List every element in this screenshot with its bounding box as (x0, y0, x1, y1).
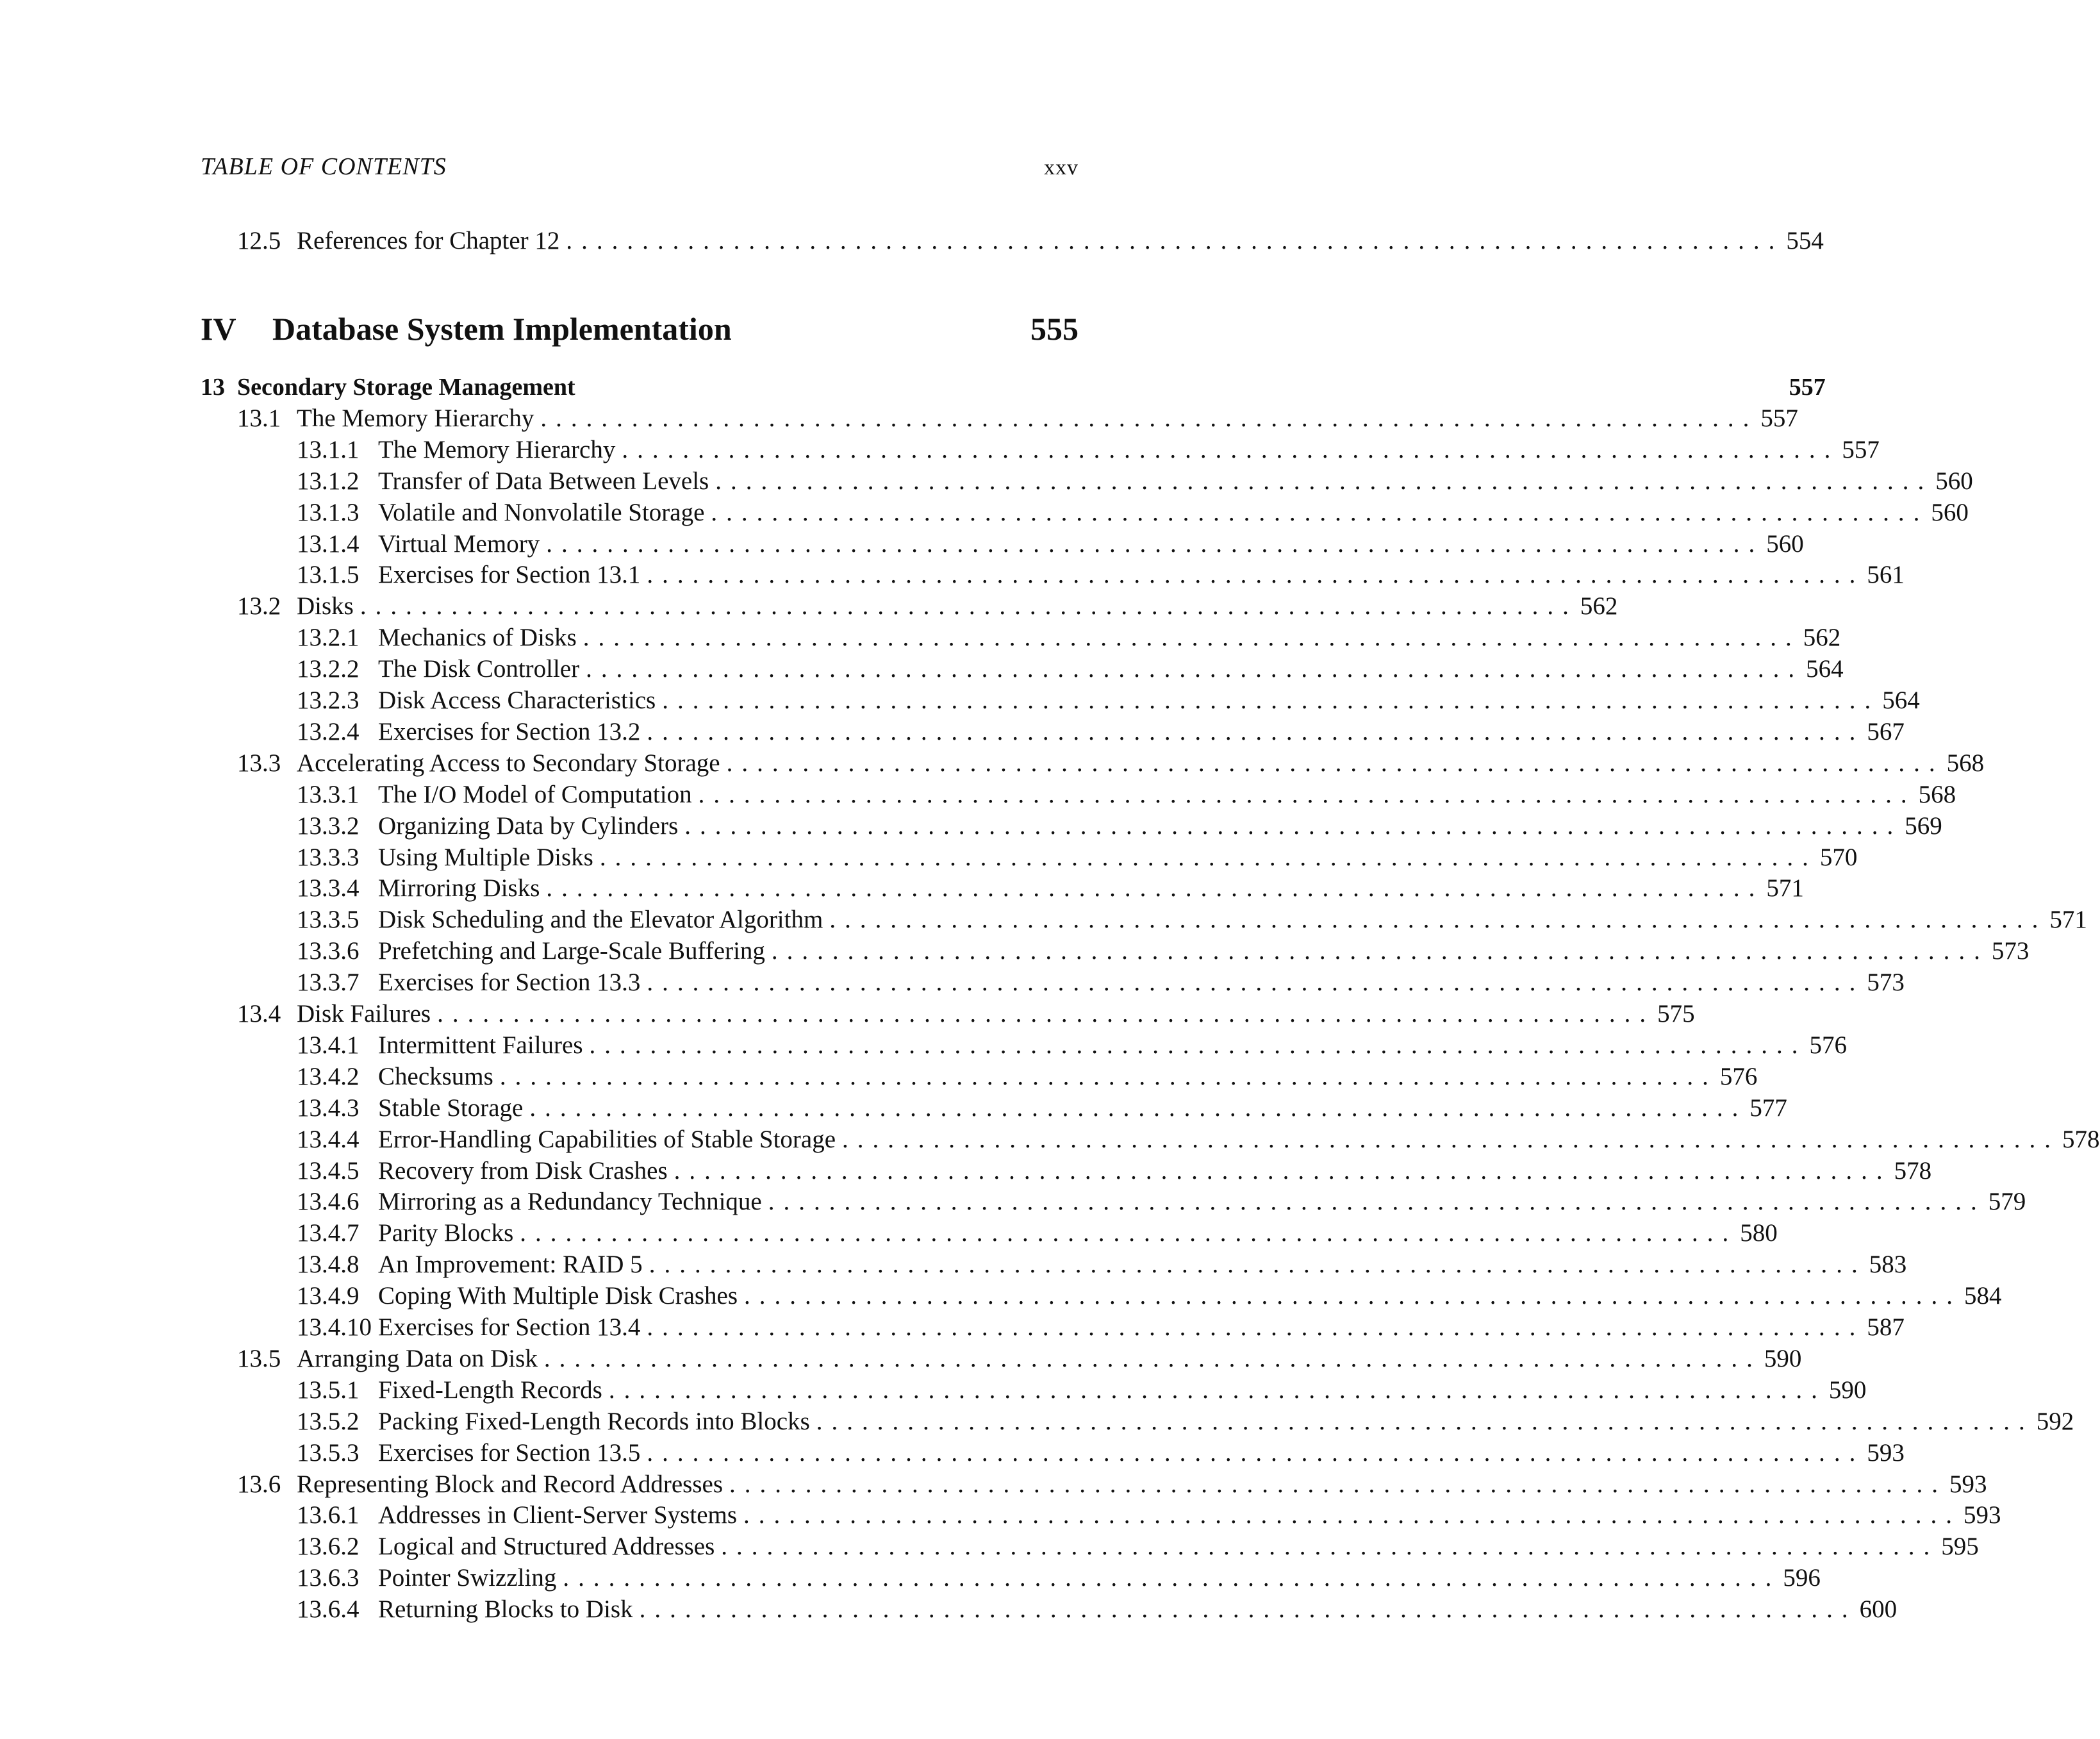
entry-number: 13 (201, 374, 225, 401)
entry-page-number: 579 (1988, 1188, 2026, 1216)
entry-number: 13.3.2 (297, 811, 360, 840)
dot-leader: ................................................................................ (540, 404, 1758, 432)
entry-page-number: 562 (1803, 624, 1841, 652)
entry-title: The Memory Hierarchy (378, 435, 616, 463)
entry-body (378, 622, 1841, 654)
entry-page-number: 560 (1766, 529, 1804, 558)
entry-number: 13.4 (237, 1000, 281, 1028)
toc-subsection-entry (0, 1500, 2001, 1531)
toc-section-entry (0, 226, 1824, 257)
dot-leader: ................................................................................ (499, 1062, 1717, 1090)
entry-title: Mirroring Disks (378, 874, 540, 903)
entry-title: An Improvement: RAID 5 (378, 1251, 643, 1279)
entry-title: Accelerating Access to Secondary Storage (297, 749, 720, 777)
entry-title: Pointer Swizzling (378, 1564, 557, 1592)
entry-number: 13.2 (237, 592, 281, 620)
entry-title: Mechanics of Disks (378, 624, 577, 652)
dot-leader: ................................................................................ (721, 1533, 1939, 1561)
toc-subsection-entry (0, 1156, 1932, 1187)
entry-title: Volatile and Nonvolatile Storage (378, 498, 705, 526)
dot-leader: ................................................................................ (599, 843, 1817, 871)
entry-title: The I/O Model of Computation (378, 780, 692, 808)
entry-title: Transfer of Data Between Levels (378, 467, 709, 495)
dot-leader: ................................................................................ (711, 498, 1929, 526)
entry-page-number: 595 (1941, 1533, 1979, 1561)
entry-page-number: 593 (1964, 1501, 2001, 1529)
entry-number: 13.5.2 (297, 1407, 360, 1435)
entry-page-number: 571 (1766, 874, 1804, 903)
dot-leader: ................................................................................ (743, 1501, 1962, 1529)
dot-leader: ................................................................................ (684, 811, 1903, 840)
toc-subsection-entry (0, 717, 1905, 748)
toc-chapter-entry (0, 372, 1826, 403)
entry-body (378, 717, 1905, 748)
entry-number: 13.3.3 (297, 843, 360, 871)
dot-leader: ................................................................................ (546, 529, 1764, 558)
entry-number: 13.1.5 (297, 561, 360, 589)
entry-title: Disk Scheduling and the Elevator Algorithm (378, 906, 823, 934)
entry-body (378, 842, 1858, 874)
toc-section-entry (0, 1469, 1987, 1501)
entry-number: 13.1 (237, 404, 281, 432)
entry-page-number: 557 (1842, 435, 1880, 463)
entry-page-number: 560 (1935, 467, 1973, 495)
entry-title: Error-Handling Capabilities of Stable Storage (378, 1125, 836, 1153)
entry-body (378, 497, 1969, 529)
entry-number: 13.1.4 (297, 529, 360, 558)
entry-page-number: 580 (1740, 1219, 1778, 1247)
toc-subsection-entry (0, 497, 1969, 529)
entry-body (378, 967, 1905, 999)
entry-page-number: 592 (2036, 1407, 2074, 1435)
entry-body (378, 1563, 1821, 1594)
entry-page-number: 583 (1869, 1251, 1907, 1279)
dot-leader: ................................................................................ (566, 227, 1784, 254)
toc-subsection-entry (0, 842, 1858, 874)
entry-number: 13.3.5 (297, 906, 360, 934)
entry-body (378, 1124, 2100, 1156)
dot-leader: ................................................................................ (563, 1564, 1781, 1592)
dot-leader: ................................................................................ (829, 906, 2047, 934)
dot-leader: ................................................................................ (816, 1407, 2034, 1435)
dot-leader: ................................................................................ (586, 655, 1804, 683)
toc-subsection-entry (0, 904, 2087, 936)
toc-subsection-entry (0, 1281, 2002, 1312)
entry-body (297, 226, 1824, 257)
entry-page-number: 564 (1806, 655, 1844, 683)
dot-leader: ................................................................................ (674, 1156, 1892, 1185)
entry-body (378, 435, 1880, 466)
entry-body (378, 936, 2030, 967)
entry-title: Parity Blocks (378, 1219, 514, 1247)
toc-section-entry (0, 591, 1618, 622)
entry-number: 13.4.10 (297, 1313, 372, 1341)
entry-page-number: 578 (1894, 1156, 1932, 1185)
toc-section-entry (0, 999, 1695, 1030)
dot-leader: ................................................................................ (842, 1125, 2060, 1153)
entry-title: Addresses in Client-Server Systems (378, 1501, 738, 1529)
entry-number: 13.6.3 (297, 1564, 360, 1592)
entry-title: Exercises for Section 13.3 (378, 969, 641, 997)
dot-leader: ................................................................................ (771, 937, 1989, 965)
dot-leader: ................................................................................ (639, 1595, 1857, 1624)
toc-section-entry (0, 403, 1798, 435)
entry-body (378, 685, 1920, 717)
toc-subsection-entry (0, 779, 1956, 811)
toc-section-entry (0, 748, 1985, 779)
entry-title: Arranging Data on Disk (297, 1344, 538, 1372)
entry-number: 13.4.4 (297, 1125, 360, 1153)
dot-leader: ................................................................................ (360, 592, 1578, 620)
entry-title: Fixed-Length Records (378, 1376, 602, 1404)
entry-title: Exercises for Section 13.4 (378, 1313, 641, 1341)
entry-body (297, 748, 1985, 779)
entry-body (297, 1469, 1987, 1501)
entry-title: Exercises for Section 13.2 (378, 717, 641, 745)
dot-leader: ................................................................................ (649, 1251, 1867, 1279)
toc-subsection-entry (0, 1030, 1848, 1061)
toc-subsection-entry (0, 1093, 1787, 1124)
entry-body (378, 1186, 2026, 1218)
page-folio: xxv (1044, 156, 1079, 179)
entry-number: 13.4.8 (297, 1251, 360, 1279)
toc-subsection-entry (0, 654, 1844, 685)
entry-page-number: 596 (1783, 1564, 1821, 1592)
entry-title: Returning Blocks to Disk (378, 1595, 633, 1624)
entry-number: 13.5.3 (297, 1438, 360, 1467)
dot-leader: ................................................................................ (520, 1219, 1738, 1247)
entry-body (378, 1156, 1932, 1187)
entry-page-number: 568 (1946, 749, 1985, 777)
entry-body (378, 560, 1905, 591)
entry-page-number: 562 (1580, 592, 1618, 620)
entry-number: 13.6 (237, 1470, 281, 1498)
entry-body (378, 1531, 1979, 1563)
toc-subsection-entry (0, 560, 1905, 591)
entry-body (237, 372, 1826, 403)
entry-number: 13.1.2 (297, 467, 360, 495)
entry-body (378, 904, 2087, 936)
entry-body (297, 1344, 1802, 1375)
entry-page-number: 569 (1905, 811, 1942, 840)
dot-leader: ................................................................................ (647, 1313, 1865, 1341)
entry-page-number: 576 (1719, 1062, 1758, 1090)
entry-title: The Memory Hierarchy (297, 404, 534, 432)
running-head (201, 153, 1079, 183)
entry-title: Virtual Memory (378, 529, 540, 558)
entry-title: Organizing Data by Cylinders (378, 811, 679, 840)
dot-leader: ................................................................................ (583, 624, 1801, 652)
entry-number: 13.4.9 (297, 1282, 360, 1310)
entry-body (378, 1281, 2002, 1312)
part-heading (201, 306, 1079, 351)
entry-number: 13.4.2 (297, 1062, 360, 1090)
entry-body (378, 654, 1844, 685)
entry-number: 13.4.3 (297, 1094, 360, 1122)
entry-number: 13.3.7 (297, 969, 360, 997)
toc-subsection-entry (0, 1312, 1905, 1344)
entry-body (378, 529, 1804, 560)
entry-number: 13.3.1 (297, 780, 360, 808)
entry-number: 13.6.2 (297, 1533, 360, 1561)
toc-subsection-entry (0, 1594, 1897, 1626)
entry-body (378, 811, 1942, 842)
dot-leader: ................................................................................ (647, 1438, 1865, 1467)
entry-body (378, 1438, 1905, 1469)
toc-section-entry (0, 1344, 1802, 1375)
entry-page-number: 600 (1859, 1595, 1897, 1624)
toc-subsection-entry (0, 1218, 1778, 1249)
toc-subsection-entry (0, 811, 1942, 842)
dot-leader: ................................................................................ (608, 1376, 1826, 1404)
entry-title: Logical and Structured Addresses (378, 1533, 715, 1561)
dot-leader: ................................................................................ (543, 1344, 1762, 1372)
entry-title: The Disk Controller (378, 655, 580, 683)
entry-body (297, 591, 1618, 622)
part-number: IV (201, 311, 236, 347)
part-title: Database System Implementation (272, 311, 732, 347)
toc-subsection-entry (0, 466, 1973, 497)
dot-leader: ................................................................................ (726, 749, 1944, 777)
entry-number: 13.6.4 (297, 1595, 360, 1624)
entry-number: 13.3.6 (297, 937, 360, 965)
entry-page-number: 578 (2062, 1125, 2100, 1153)
dot-leader: ................................................................................ (546, 874, 1764, 903)
entry-number: 13.3.4 (297, 874, 360, 903)
entry-number: 12.5 (237, 227, 281, 254)
entry-number: 13.6.1 (297, 1501, 360, 1529)
dot-leader: ................................................................................ (698, 780, 1916, 808)
toc-subsection-entry (0, 1375, 1867, 1406)
entry-body (378, 1030, 1848, 1061)
entry-title: Disk Failures (297, 1000, 431, 1028)
toc-subsection-entry (0, 873, 1804, 904)
entry-title: Coping With Multiple Disk Crashes (378, 1282, 738, 1310)
entry-number: 13.5 (237, 1344, 281, 1372)
entry-page-number: 593 (1949, 1470, 1987, 1498)
entry-title: Disks (297, 592, 354, 620)
entry-body (378, 1061, 1758, 1093)
toc-subsection-entry (0, 1563, 1821, 1594)
entry-body (378, 1249, 1907, 1281)
entry-title: Checksums (378, 1062, 493, 1090)
dot-leader: ................................................................................ (647, 969, 1865, 997)
dot-leader: ................................................................................ (529, 1094, 1748, 1122)
toc-subsection-entry (0, 967, 1905, 999)
entry-page-number: 554 (1786, 227, 1824, 254)
dot-leader: ................................................................................ (647, 717, 1865, 745)
entry-body (378, 779, 1956, 811)
entry-page-number: 573 (1991, 937, 2030, 965)
entry-body (378, 1218, 1778, 1249)
entry-page-number: 557 (1760, 404, 1798, 432)
entry-title: Intermittent Failures (378, 1031, 583, 1059)
entry-page-number: 590 (1828, 1376, 1867, 1404)
dot-leader: ................................................................................ (768, 1188, 1986, 1216)
toc-subsection-entry (0, 529, 1804, 560)
dot-leader: ................................................................................ (715, 467, 1933, 495)
running-title: TABLE OF CONTENTS (201, 153, 447, 180)
entry-page-number: 561 (1867, 561, 1905, 589)
part-page-number: 555 (1030, 311, 1079, 347)
dot-leader: ................................................................................ (437, 1000, 1655, 1028)
entry-number: 13.3 (237, 749, 281, 777)
dot-leader: ................................................................................ (729, 1470, 1947, 1498)
entry-body (378, 466, 1973, 497)
toc-subsection-entry (0, 1061, 1758, 1093)
toc-subsection-entry (0, 1249, 1907, 1281)
entry-title: Mirroring as a Redundancy Technique (378, 1188, 762, 1216)
entry-number: 13.4.5 (297, 1156, 360, 1185)
entry-body (378, 1594, 1897, 1626)
entry-number: 13.5.1 (297, 1376, 360, 1404)
entry-body (378, 1093, 1787, 1124)
toc-subsection-entry (0, 1186, 2026, 1218)
entry-body (378, 873, 1804, 904)
entry-body (378, 1312, 1905, 1344)
entry-page-number: 584 (1964, 1282, 2002, 1310)
entry-number: 13.4.1 (297, 1031, 360, 1059)
entry-number: 13.1.1 (297, 435, 360, 463)
entry-body (297, 403, 1798, 435)
entry-title: Stable Storage (378, 1094, 524, 1122)
entry-number: 13.4.7 (297, 1219, 360, 1247)
entry-body (378, 1500, 2001, 1531)
entry-title: Disk Access Characteristics (378, 686, 656, 714)
entry-page-number: 567 (1867, 717, 1905, 745)
toc-subsection-entry (0, 1531, 1979, 1563)
entry-number: 13.2.3 (297, 686, 360, 714)
entry-title: Recovery from Disk Crashes (378, 1156, 668, 1185)
entry-title: References for Chapter 12 (297, 227, 560, 254)
entry-number: 13.2.1 (297, 624, 360, 652)
toc-subsection-entry (0, 685, 1920, 717)
entry-page-number: 587 (1867, 1313, 1905, 1341)
entry-page-number: 557 (1789, 374, 1826, 401)
entry-page-number: 590 (1764, 1344, 1802, 1372)
dot-leader: ................................................................................ (647, 561, 1865, 589)
entry-page-number: 568 (1918, 780, 1956, 808)
entry-page-number: 571 (2049, 906, 2087, 934)
entry-body (378, 1406, 2074, 1438)
toc-subsection-entry (0, 622, 1841, 654)
toc-subsection-entry (0, 435, 1880, 466)
entry-number: 13.2.2 (297, 655, 360, 683)
entry-page-number: 593 (1867, 1438, 1905, 1467)
toc-subsection-entry (0, 1438, 1905, 1469)
entry-page-number: 573 (1867, 969, 1905, 997)
entry-number: 13.2.4 (297, 717, 360, 745)
entry-page-number: 560 (1931, 498, 1969, 526)
entry-title: Packing Fixed-Length Records into Blocks (378, 1407, 810, 1435)
entry-page-number: 577 (1749, 1094, 1787, 1122)
entry-title: Exercises for Section 13.5 (378, 1438, 641, 1467)
entry-page-number: 575 (1657, 1000, 1695, 1028)
entry-title: Representing Block and Record Addresses (297, 1470, 723, 1498)
entry-page-number: 564 (1882, 686, 1920, 714)
toc-subsection-entry (0, 1124, 2100, 1156)
entry-body (378, 1375, 1867, 1406)
entry-body (297, 999, 1695, 1030)
dot-leader: ................................................................................ (622, 435, 1840, 463)
dot-leader: ................................................................................ (589, 1031, 1807, 1059)
entry-page-number: 576 (1809, 1031, 1848, 1059)
entry-number: 13.1.3 (297, 498, 360, 526)
dot-leader: ................................................................................ (744, 1282, 1962, 1310)
entry-title: Using Multiple Disks (378, 843, 593, 871)
entry-number: 13.4.6 (297, 1188, 360, 1216)
toc-subsection-entry (0, 936, 2030, 967)
entry-title: Exercises for Section 13.1 (378, 561, 641, 589)
entry-page-number: 570 (1819, 843, 1858, 871)
toc-subsection-entry (0, 1406, 2074, 1438)
entry-title: Secondary Storage Management (237, 374, 575, 401)
entry-title: Prefetching and Large-Scale Buffering (378, 937, 765, 965)
dot-leader: ................................................................................ (662, 686, 1880, 714)
